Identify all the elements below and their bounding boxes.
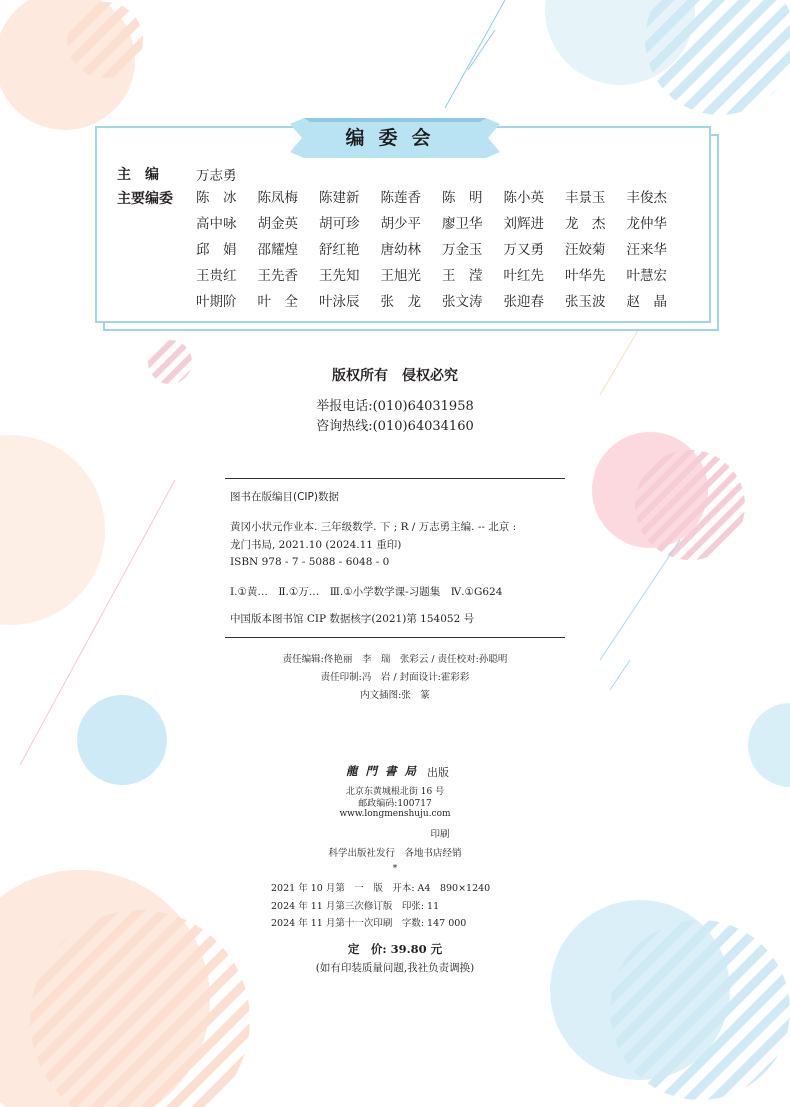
edition-line-1: 2021 年 10 月第 一 版 开本: A4 890×1240	[271, 883, 491, 894]
copyright-notice: 版权所有 侵权必究	[332, 368, 458, 384]
member-name: 陈凤梅	[257, 190, 298, 206]
cip-isbn: ISBN 978 - 7 - 5088 - 6048 - 0	[230, 556, 390, 568]
member-name: 张文涛	[442, 294, 483, 310]
credits-line-3: 内文插图:张 篆	[360, 690, 430, 701]
publisher-postcode: 邮政编码:100717	[358, 799, 432, 809]
member-name: 王旭光	[380, 268, 421, 284]
publisher-address: 北京东黄城根北街 16 号	[345, 787, 445, 797]
member-name: 王先香	[257, 268, 298, 284]
member-name: 王贵红	[196, 268, 237, 284]
credits-line-2: 责任印制:冯 岩 / 封面设计:霍彩彩	[320, 672, 470, 683]
member-name: 胡可珍	[319, 216, 360, 232]
separator-star: *	[392, 864, 398, 874]
edition-line-2: 2024 年 11 月第三次修订版 印张: 11	[271, 901, 440, 912]
member-list	[196, 186, 686, 314]
member-name: 廖卫华	[442, 216, 483, 232]
cip-record: 中国版本图书馆 CIP 数据核字(2021)第 154052 号	[230, 613, 475, 625]
publisher-publish-label: 出版	[427, 766, 449, 779]
distribution: 科学出版社发行 各地书店经销	[328, 848, 462, 859]
report-phone: 举报电话:(010)64031958	[316, 399, 474, 414]
cip-classification: Ⅰ.①黄… Ⅱ.①万… Ⅲ.①小学数学课-习题集 Ⅳ.①G624	[230, 586, 503, 598]
publisher-logo: 龍門書局	[346, 764, 424, 778]
member-name: 万金玉	[442, 242, 483, 258]
member-name: 胡金英	[257, 216, 298, 232]
member-name: 汪来华	[626, 242, 667, 258]
member-name: 陈莲香	[380, 190, 421, 206]
member-name: 陈小英	[503, 190, 544, 206]
member-name: 叶华先	[565, 268, 606, 284]
member-name: 龙仲华	[626, 216, 667, 232]
member-name: 汪姣菊	[565, 242, 606, 258]
member-name: 龙 杰	[565, 216, 606, 232]
member-name: 王 滢	[442, 268, 483, 284]
member-name: 叶期阶	[196, 294, 237, 310]
cip-top-rule	[225, 478, 565, 479]
member-name: 叶慧宏	[626, 268, 667, 284]
member-name: 丰景玉	[565, 190, 606, 206]
member-name: 高中咏	[196, 216, 237, 232]
member-name: 邵耀煌	[257, 242, 298, 258]
member-name: 赵 晶	[626, 294, 667, 310]
member-name: 陈建新	[319, 190, 360, 206]
cip-bottom-rule	[225, 637, 565, 638]
hotline: 咨询热线:(010)64034160	[316, 419, 474, 434]
cip-line-1: 黄冈小状元作业本. 三年级数学. 下 ; R / 万志勇主编. -- 北京 :	[230, 521, 517, 533]
member-name: 张迎春	[503, 294, 544, 310]
member-name: 万又勇	[503, 242, 544, 258]
members-label: 主要编委	[117, 191, 173, 207]
member-name: 王先知	[319, 268, 360, 284]
member-name: 叶泳辰	[319, 294, 360, 310]
member-name: 刘辉进	[503, 216, 544, 232]
member-name: 胡少平	[380, 216, 421, 232]
member-name: 舒红艳	[319, 242, 360, 258]
chief-editor-label: 主 编	[117, 167, 159, 183]
credits-line-1: 责任编辑:佟艳丽 李 瑞 张彩云 / 责任校对:孙聪明	[282, 654, 508, 665]
quality-notice: (如有印装质量问题,我社负责调换)	[315, 962, 475, 974]
member-name: 张玉波	[565, 294, 606, 310]
cip-heading: 图书在版编目(CIP)数据	[230, 491, 339, 503]
member-name: 陈 冰	[196, 190, 237, 206]
member-name: 叶红先	[503, 268, 544, 284]
board-title: 编委会	[345, 127, 445, 149]
price: 定 价: 39.80 元	[347, 942, 443, 956]
chief-editor-name: 万志勇	[196, 168, 237, 184]
member-name: 丰俊杰	[626, 190, 667, 206]
member-name: 叶 全	[257, 294, 298, 310]
member-name: 唐幼林	[380, 242, 421, 258]
member-name: 邱 娟	[196, 242, 237, 258]
printing-label: 印刷	[430, 829, 450, 840]
member-name: 张 龙	[380, 294, 421, 310]
edition-line-3: 2024 年 11 月第十一次印刷 字数: 147 000	[271, 918, 467, 929]
cip-line-2: 龙门书局, 2021.10 (2024.11 重印)	[230, 539, 402, 551]
member-name: 陈 明	[442, 190, 483, 206]
publisher-website: www.longmenshuju.com	[339, 809, 451, 819]
